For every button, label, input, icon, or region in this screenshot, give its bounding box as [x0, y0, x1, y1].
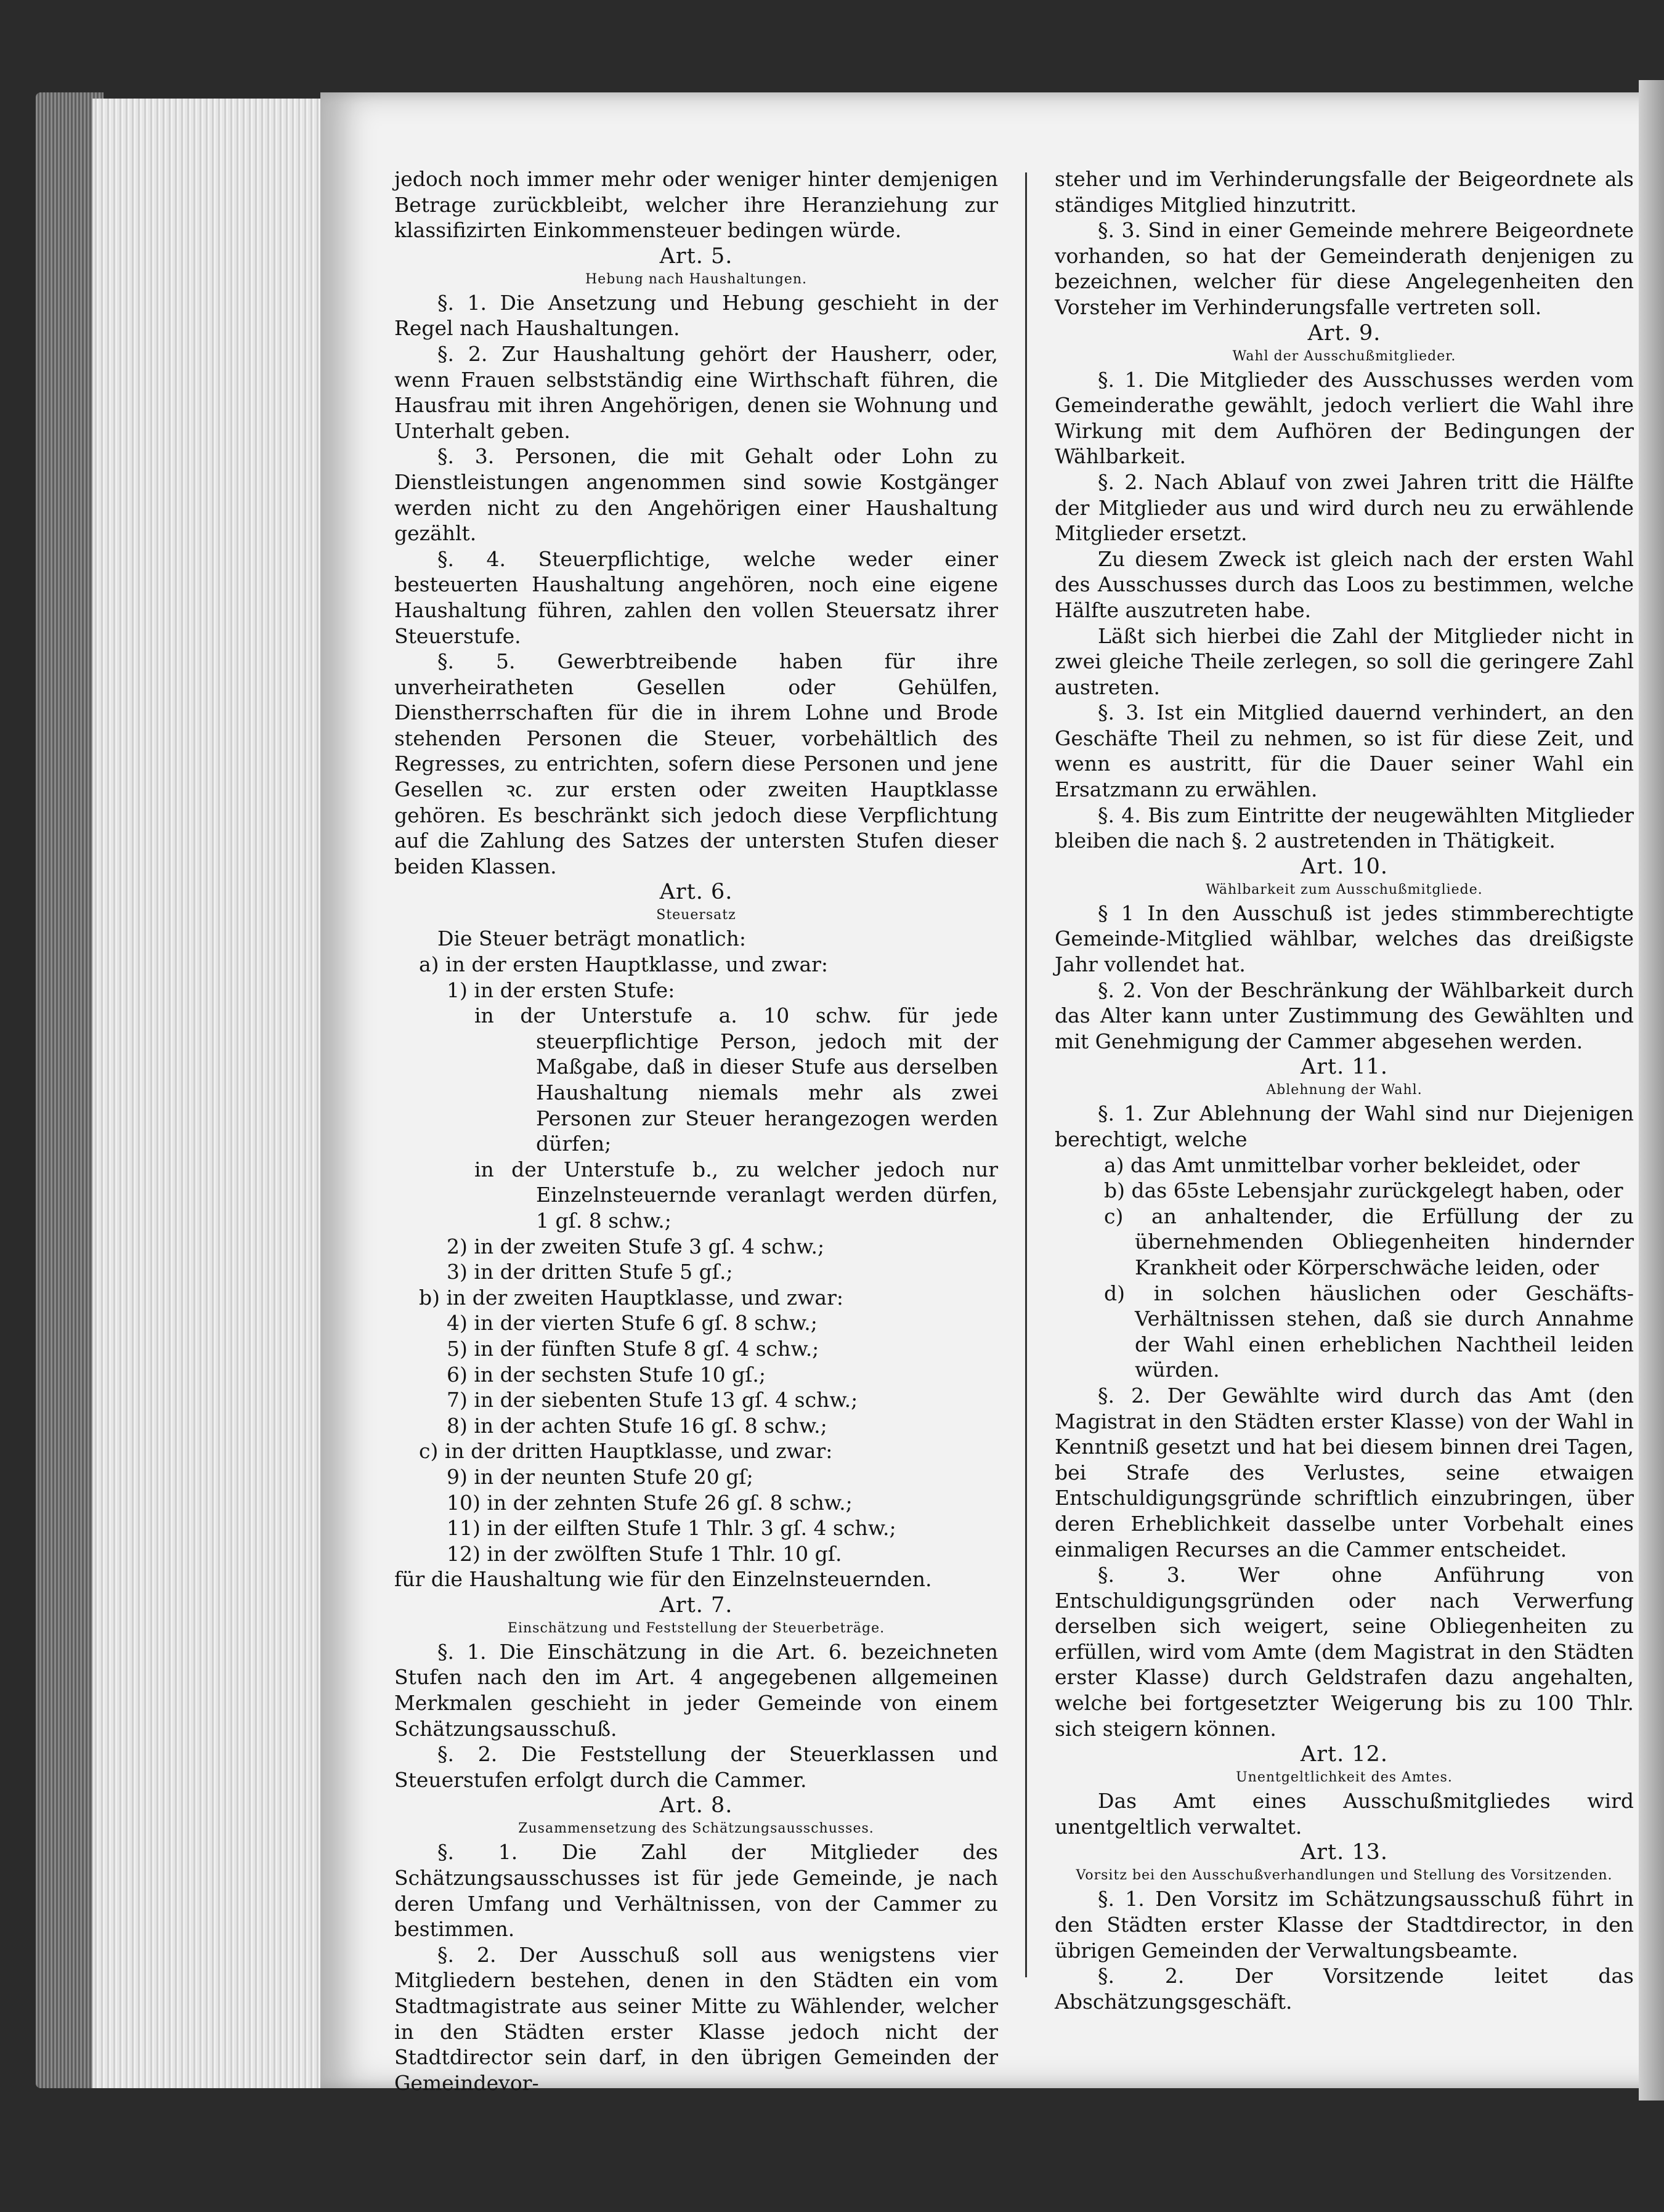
article-heading: Art. 7. [659, 1592, 733, 1618]
list-item: 12) in der zwölften Stufe 1 Thlr. 10 gſ. [447, 1541, 842, 1566]
paragraph: für die Haushaltung wie für den Einzelnsteuernden. [394, 1567, 932, 1592]
list-item: a) das Amt unmittelbar vorher bekleidet, oder [1104, 1153, 1580, 1177]
left-column [394, 166, 998, 2096]
paragraph: § 1 In den Ausschuß ist jedes stimmberechtigte Gemeinde-Mitglied wählbar, welches das dreißigste Jahr vollendet hat. [1055, 901, 1634, 977]
article-subheading: Vorsitz bei den Ausschußverhandlungen und Stellung des Vorsitzenden. [1076, 1868, 1613, 1884]
list-item: 6) in der sechsten Stufe 10 gſ.; [447, 1362, 766, 1387]
paragraph: §. 2. Der Ausschuß soll aus wenigstens vier Mitgliedern bestehen, denen in den Städten ein vom Stadtmagistrate aus seiner Mitte zu Wählender, welcher in den Städten erster Klasse jedoch nicht der Stadtdirector sein darf, in den übrigen Gemeinden der Gemeindevor- [394, 1942, 998, 2095]
list-item: b) das 65ste Lebensjahr zurückgelegt haben, oder [1104, 1178, 1623, 1203]
article-heading: Art. 10. [1301, 854, 1388, 879]
paragraph: §. 4. Steuerpflichtige, welche weder einer besteuerten Haushaltung angehören, noch eine eigene Haushaltung führen, zahlen den vollen Steuersatz ihrer Steuerstufe. [394, 546, 998, 648]
paragraph: Zu diesem Zweck ist gleich nach der ersten Wahl des Ausschusses durch das Loos zu bestimmen, welche Hälfte auszutreten habe. [1055, 546, 1634, 622]
paragraph: §. 3. Wer ohne Anführung von Entschuldigungsgründen oder nach Verwerfung derselben sich weigert, seine Obliegenheiten zu erfüllen, wird vom Amte (dem Magistrat in den Städten erster Klasse) durch Geldstrafen dazu angehalten, welche bei fortgesetzter Weigerung bis zu 100 Thlr. sich steigern können. [1055, 1563, 1634, 1741]
article-subheading: Steuersatz [656, 907, 736, 923]
article-heading: Art. 13. [1301, 1840, 1388, 1865]
list-item: 11) in der eilften Stufe 1 Thlr. 3 gſ. 4 schw.; [447, 1516, 896, 1541]
list-item: 4) in der vierten Stufe 6 gſ. 8 schw.; [447, 1311, 818, 1335]
article-heading: Art. 11. [1301, 1055, 1388, 1080]
paragraph: §. 1. Zur Ablehnung der Wahl sind nur Diejenigen berechtigt, welche [1055, 1101, 1634, 1151]
paragraph: §. 2. Die Feststellung der Steuerklassen und Steuerstufen erfolgt durch die Cammer. [394, 1742, 998, 1792]
article-heading: Art. 9. [1307, 320, 1381, 346]
list-item: 3) in der dritten Stufe 5 gſ.; [447, 1260, 733, 1284]
list-item: c) an anhaltender, die Erfüllung der zu übernehmenden Obliegenheiten hindernder Krankheit oder Körperschwäche leiden, oder [1104, 1204, 1634, 1279]
article-subheading: Ablehnung der Wahl. [1266, 1082, 1423, 1098]
page-stack [92, 99, 327, 2088]
column-divider [1025, 172, 1027, 1977]
list-item: b) in der zweiten Hauptklasse, und zwar: [419, 1285, 843, 1310]
paragraph: Läßt sich hierbei die Zahl der Mitglieder nicht in zwei gleiche Theile zerlegen, so soll die geringere Zahl austreten. [1055, 623, 1634, 699]
article-heading: Art. 12. [1301, 1742, 1388, 1767]
list-item: 1) in der ersten Stufe: [447, 978, 675, 1002]
paragraph: §. 3. Personen, die mit Gehalt oder Lohn zu Dienstleistungen angenommen sind sowie Kostgänger werden nicht zu den Angehörigen einer Haushaltung gezählt. [394, 444, 998, 546]
list-item: 5) in der fünften Stufe 8 gſ. 4 schw.; [447, 1336, 819, 1361]
paragraph: §. 1. Die Zahl der Mitglieder des Schätzungsausschusses ist für jede Gemeinde, je nach deren Umfang und Verhältnissen, von der Cammer zu bestimmen. [394, 1840, 998, 1942]
list-item: in der Unterstufe a. 10 schw. für jede steuerpflichtige Person, jedoch mit der Maßgabe, daß in dieser Stufe aus derselben Haushaltung niemals mehr als zwei Personen zur Steuer herangezogen werden dürfen; [474, 1003, 998, 1156]
list-item: 9) in der neunten Stufe 20 gſ; [447, 1464, 753, 1489]
article-subheading: Wählbarkeit zum Ausschußmitgliede. [1206, 881, 1483, 897]
list-item: 10) in der zehnten Stufe 26 gſ. 8 schw.; [447, 1490, 853, 1515]
article-subheading: Wahl der Ausschußmitglieder. [1232, 348, 1456, 364]
paragraph: §. 1. Die Einschätzung in die Art. 6. bezeichneten Stufen nach den im Art. 4 angegebenen allgemeinen Merkmalen geschieht in jeder Gemeinde von einem Schätzungsausschuß. [394, 1639, 998, 1741]
paragraph: §. 2. Von der Beschränkung der Wählbarkeit durch das Alter kann unter Zustimmung des Gewählten und mit Genehmigung der Cammer abgesehen werden. [1055, 978, 1634, 1053]
paragraph: §. 2. Zur Haushaltung gehört der Hausherr, oder, wenn Frauen selbstständig eine Wirthschaft führen, die Hausfrau mit ihren Angehörigen, denen sie Wohnung und Unterhalt geben. [394, 341, 998, 443]
paragraph: §. 1. Den Vorsitz im Schätzungsausschuß führt in den Städten erster Klasse der Stadtdirector, in den übrigen Gemeinden der Verwaltungsbeamte. [1055, 1887, 1634, 1963]
paragraph: §. 5. Gewerbtreibende haben für ihre unverheiratheten Gesellen oder Gehülfen, Dienstherrschaften für die in ihrem Lohne und Brode stehenden Personen die Steuer, vorbehältlich des Regresses, zu entrichten, sofern diese Personen und jene Gesellen ꝛc. zur ersten oder zweiten Hauptklasse gehören. Es beschränkt sich jedoch diese Verpflichtung auf die Zahlung des Satzes der untersten Stufen dieser beiden Klassen. [394, 649, 998, 878]
paragraph: §. 4. Bis zum Eintritte der neugewählten Mitglieder bleiben die nach §. 2 austretenden in Thätigkeit. [1055, 803, 1634, 853]
right-column [1055, 166, 1634, 2014]
gutter-edge [1639, 80, 1664, 2101]
article-heading: Art. 6. [659, 880, 733, 905]
article-subheading: Hebung nach Haushaltungen. [585, 271, 807, 287]
list-item: c) in der dritten Hauptklasse, und zwar: [419, 1439, 833, 1464]
article-heading: Art. 5. [659, 243, 733, 269]
paragraph: §. 3. Ist ein Mitglied dauernd verhindert, an den Geschäfte Theil zu nehmen, so ist für diese Zeit, und wenn es austritt, für die Dauer seiner Wahl ein Ersatzmann zu erwählen. [1055, 700, 1634, 802]
list-item: a) in der ersten Hauptklasse, und zwar: [419, 952, 829, 977]
paragraph: §. 1. Die Ansetzung und Hebung geschieht in der Regel nach Haushaltungen. [394, 290, 998, 341]
paragraph: Die Steuer beträgt monatlich: [437, 926, 747, 951]
list-item: d) in solchen häuslichen oder Geschäfts-Verhältnissen stehen, daß sie durch Annahme der Wahl einen erheblichen Nachtheil leiden würden. [1104, 1281, 1634, 1382]
paragraph: §. 1. Die Mitglieder des Ausschusses werden vom Gemeinderathe gewählt, jedoch verliert die Wahl ihre Wirkung mit dem Aufhören der Bedingungen der Wählbarkeit. [1055, 367, 1634, 469]
article-heading: Art. 8. [659, 1793, 733, 1818]
paragraph: steher und im Verhinderungsfalle der Beigeordnete als ständiges Mitglied hinzutritt. [1055, 167, 1634, 217]
paragraph: §. 2. Der Gewählte wird durch das Amt (den Magistrat in den Städten erster Klasse) von der Wahl in Kenntniß gesetzt und hat bei diesem binnen drei Tagen, bei Strafe des Verlustes, seine etwaigen Entschuldigungsgründe schriftlich einzubringen, über deren Erheblichkeit dasselbe unter Vorbehalt eines einmaligen Recurses an die Cammer entscheidet. [1055, 1383, 1634, 1562]
list-item: 2) in der zweiten Stufe 3 gſ. 4 schw.; [447, 1234, 825, 1258]
article-subheading: Einschätzung und Feststellung der Steuerbeträge. [507, 1620, 885, 1636]
paragraph: §. 2. Der Vorsitzende leitet das Abschätzungsgeschäft. [1055, 1964, 1634, 2014]
list-item: in der Unterstufe b., zu welcher jedoch nur Einzelnsteuernde veranlagt werden dürfen, 1 gſ. 8 schw.; [474, 1157, 998, 1233]
article-subheading: Unentgeltlichkeit des Amtes. [1236, 1770, 1453, 1786]
paragraph: jedoch noch immer mehr oder weniger hinter demjenigen Betrage zurückbleibt, welcher ihre Heranziehung zur klassifizirten Einkommensteuer bedingen würde. [394, 167, 998, 243]
paragraph: Das Amt eines Ausschußmitgliedes wird unentgeltlich verwaltet. [1055, 1789, 1634, 1839]
list-item: 7) in der siebenten Stufe 13 gſ. 4 schw.; [447, 1388, 858, 1412]
paragraph: §. 3. Sind in einer Gemeinde mehrere Beigeordnete vorhanden, so hat der Gemeinderath denjenigen zu bezeichnen, welcher für diese Angelegenheiten den Vorsteher im Verhinderungsfalle vertreten soll. [1055, 218, 1634, 319]
list-item: 8) in der achten Stufe 16 gſ. 8 schw.; [447, 1413, 827, 1438]
article-subheading: Zusammensetzung des Schätzungsausschusses. [518, 1821, 874, 1837]
paragraph: §. 2. Nach Ablauf von zwei Jahren tritt die Hälfte der Mitglieder aus und wird durch neu zu erwählende Mitglieder ersetzt. [1055, 469, 1634, 546]
